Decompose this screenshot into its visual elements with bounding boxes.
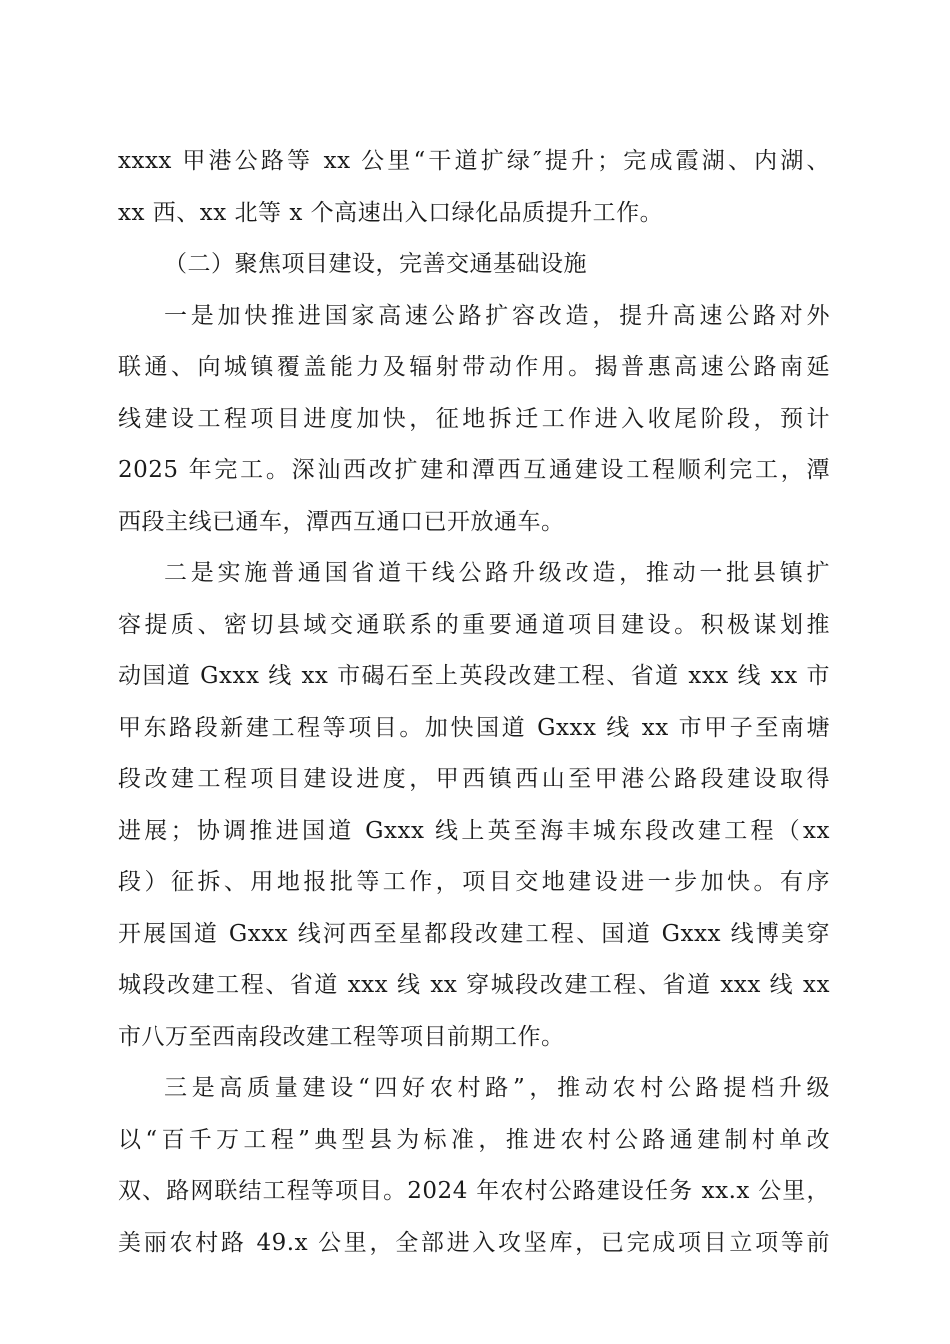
text-line: 段）征拆、用地报批等工作，项目交地建设进一步加快。有序 xyxy=(118,869,830,895)
paragraph-highway-expansion xyxy=(118,291,830,549)
text-line: 开展国道 Gxxx 线河西至星都段改建工程、国道 Gxxx 线博美穿 xyxy=(118,920,830,947)
text-line: 以“百千万工程”典型县为标准，推进农村公路通建制村单改 xyxy=(118,1126,830,1153)
text-line: 二是实施普通国省道干线公路升级改造，推动一批县镇扩 xyxy=(164,560,830,586)
text-line: 容提质、密切县域交通联系的重要通道项目建设。积极谋划推 xyxy=(118,611,830,638)
document-body xyxy=(118,136,830,1269)
text-line: 市八万至西南段改建工程等项目前期工作。 xyxy=(118,1023,565,1050)
text-line: 2025 年完工。深汕西改扩建和潭西互通建设工程顺利完工，潭 xyxy=(118,457,830,483)
paragraph-rural-roads xyxy=(118,1063,830,1269)
text-line: 动国道 Gxxx 线 xx 市碣石至上英段改建工程、省道 xxx 线 xx 市 xyxy=(118,663,830,689)
text-line: 三是高质量建设“四好农村路”，推动农村公路提档升级 xyxy=(164,1075,830,1101)
paragraph-national-provincial-roads xyxy=(118,548,830,1063)
text-line: 城段改建工程、省道 xxx 线 xx 穿城段改建工程、省道 xxx 线 xx xyxy=(118,972,830,998)
section-heading xyxy=(118,239,830,291)
text-line: 美丽农村路 49.x 公里，全部进入攻坚库，已完成项目立项等前 xyxy=(118,1229,830,1256)
text-line: 双、路网联结工程等项目。2024 年农村公路建设任务 xx.x 公里， xyxy=(118,1178,830,1204)
text-line: 线建设工程项目进度加快，征地拆迁工作进入收尾阶段，预计 xyxy=(118,405,830,432)
text-line: xxxx 甲港公路等 xx 公里“干道扩绿″提升；完成霞湖、内湖、 xyxy=(118,148,830,174)
text-line: 进展；协调推进国道 Gxxx 线上英至海丰城东段改建工程（xx xyxy=(118,817,830,844)
text-line: 西段主线已通车，潭西互通口已开放通车。 xyxy=(118,508,565,535)
text-line: xx 西、xx 北等 x 个高速出入口绿化品质提升工作。 xyxy=(118,199,664,226)
text-line: 甲东路段新建工程等项目。加快国道 Gxxx 线 xx 市甲子至南塘 xyxy=(118,714,830,741)
text-line: 段改建工程项目建设进度，甲西镇西山至甲港公路段建设取得 xyxy=(118,766,830,792)
paragraph-greening-continued xyxy=(118,136,830,239)
section-heading-text: （二）聚焦项目建设，完善交通基础设施 xyxy=(164,251,587,277)
text-line: 一是加快推进国家高速公路扩容改造，提升高速公路对外 xyxy=(164,302,830,329)
text-line: 联通、向城镇覆盖能力及辐射带动作用。揭普惠高速公路南延 xyxy=(118,354,830,380)
